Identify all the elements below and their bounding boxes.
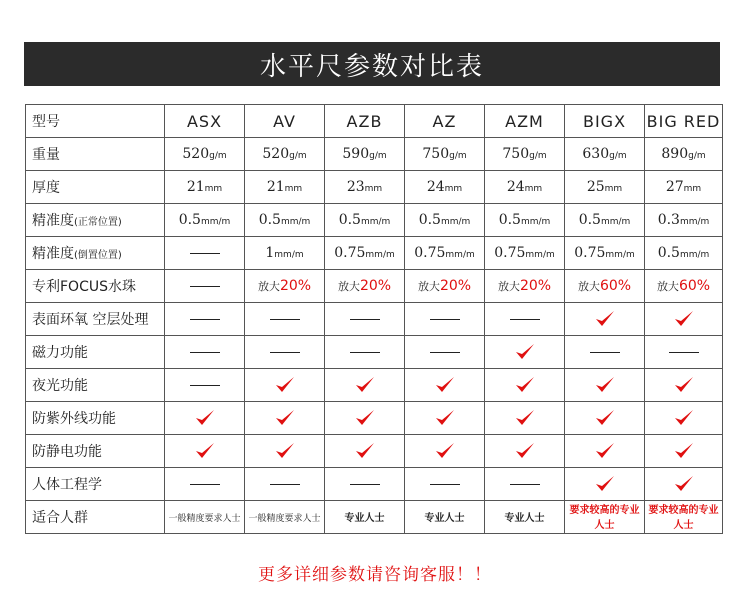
cell xyxy=(245,501,325,534)
cell xyxy=(645,237,723,270)
magnify-prefix: 放大 xyxy=(417,280,440,293)
unit: g/m xyxy=(688,151,706,161)
cell xyxy=(405,468,485,501)
dash-icon xyxy=(430,484,460,485)
cell xyxy=(405,435,485,468)
value: 27 xyxy=(665,179,684,195)
title-banner xyxy=(24,42,720,86)
magnify-value: 20% xyxy=(279,278,312,294)
dash-icon xyxy=(270,319,300,320)
cell xyxy=(485,336,565,369)
dash-icon xyxy=(270,352,300,353)
value: 21 xyxy=(186,179,205,195)
row-thickness xyxy=(26,171,723,204)
check-icon xyxy=(514,345,536,360)
unit: mm/m xyxy=(679,217,710,227)
cell xyxy=(245,138,325,171)
unit: mm xyxy=(284,184,303,194)
value: 890 xyxy=(661,146,689,162)
cell xyxy=(325,336,405,369)
row-label-text: 适合人群 xyxy=(32,510,88,526)
unit: g/m xyxy=(369,151,387,161)
value: 0.5 xyxy=(258,212,281,228)
cell xyxy=(485,204,565,237)
magnify-prefix: 放大 xyxy=(577,280,600,293)
row-label xyxy=(26,402,165,435)
row-label-text: 表面环氧 空层处理 xyxy=(32,312,149,328)
cell xyxy=(165,402,245,435)
cell xyxy=(325,501,405,534)
row-antistatic xyxy=(26,435,723,468)
audience-text: 一般精度要求人士 xyxy=(168,513,241,524)
unit: mm xyxy=(444,184,463,194)
row-label-text: 夜光功能 xyxy=(32,378,88,394)
check-icon xyxy=(434,378,456,393)
check-icon xyxy=(514,411,536,426)
unit: mm xyxy=(204,184,223,194)
cell xyxy=(165,369,245,402)
cell xyxy=(565,303,645,336)
check-icon xyxy=(673,411,695,426)
model-name: AZ xyxy=(405,105,485,138)
value: 1 xyxy=(265,245,275,261)
unit: g/m xyxy=(529,151,547,161)
cell xyxy=(565,468,645,501)
value: 24 xyxy=(506,179,525,195)
cell xyxy=(245,270,325,303)
unit: mm/m xyxy=(365,250,395,260)
magnify-value: 60% xyxy=(678,278,711,294)
dash-icon xyxy=(510,484,540,485)
model-name: ASX xyxy=(165,105,245,138)
value: 0.5 xyxy=(498,212,521,228)
row-label-text: 重量 xyxy=(32,147,60,163)
dash-icon xyxy=(510,319,540,320)
check-icon xyxy=(673,312,695,327)
unit: mm xyxy=(604,184,623,194)
row-uv xyxy=(26,402,723,435)
unit: mm/m xyxy=(679,250,710,260)
cell xyxy=(565,237,645,270)
cell xyxy=(165,303,245,336)
row-label xyxy=(26,270,165,303)
cell xyxy=(165,468,245,501)
model-name: AV xyxy=(245,105,325,138)
cell xyxy=(325,237,405,270)
cell xyxy=(405,369,485,402)
row-label xyxy=(26,204,165,237)
value: 21 xyxy=(266,179,285,195)
dash-icon xyxy=(350,352,380,353)
row-label-text: 防静电功能 xyxy=(32,444,102,460)
row-focus xyxy=(26,270,723,303)
dash-icon xyxy=(350,319,380,320)
dash-icon xyxy=(190,385,220,386)
row-accuracy_normal xyxy=(26,204,723,237)
check-icon xyxy=(354,411,376,426)
cell xyxy=(325,204,405,237)
row-label xyxy=(26,468,165,501)
row-label xyxy=(26,138,165,171)
model-name: BIGX xyxy=(565,105,645,138)
cell xyxy=(325,171,405,204)
cell xyxy=(325,402,405,435)
row-label-note: (倒置位置) xyxy=(74,250,122,261)
cell xyxy=(165,204,245,237)
dash-icon xyxy=(190,319,220,320)
check-icon xyxy=(594,378,616,393)
magnify-value: 60% xyxy=(599,278,632,294)
value: 0.5 xyxy=(657,245,680,261)
unit: mm/m xyxy=(274,250,304,260)
cell xyxy=(405,237,485,270)
cell xyxy=(165,501,245,534)
row-label-text: 厚度 xyxy=(32,180,60,196)
cell xyxy=(645,369,723,402)
comparison-table xyxy=(25,104,723,534)
cell xyxy=(565,171,645,204)
unit: mm/m xyxy=(445,250,475,260)
value: 0.5 xyxy=(418,212,441,228)
unit: mm xyxy=(524,184,543,194)
check-icon xyxy=(354,444,376,459)
cell xyxy=(645,303,723,336)
row-ergonomic xyxy=(26,468,723,501)
cell xyxy=(405,270,485,303)
cell xyxy=(325,435,405,468)
row-label xyxy=(26,501,165,534)
contact-note: 更多详细参数请咨询客服！！ xyxy=(258,565,492,585)
cell xyxy=(165,237,245,270)
cell xyxy=(165,435,245,468)
model-name: BIG RED xyxy=(645,105,723,138)
unit: mm/m xyxy=(525,250,555,260)
magnify-prefix: 放大 xyxy=(497,280,520,293)
dash-icon xyxy=(190,253,220,254)
value: 0.3 xyxy=(657,212,680,228)
dash-icon xyxy=(590,352,620,353)
check-icon xyxy=(274,411,296,426)
row-label-text: 精准度 xyxy=(32,246,74,262)
row-label-text: 人体工程学 xyxy=(32,477,102,493)
cell xyxy=(405,336,485,369)
cell xyxy=(485,138,565,171)
cell xyxy=(405,204,485,237)
value: 0.75 xyxy=(574,245,606,261)
check-icon xyxy=(594,444,616,459)
check-icon xyxy=(514,378,536,393)
cell xyxy=(485,171,565,204)
row-label-text: 专利FOCUS水珠 xyxy=(32,279,136,295)
unit: mm/m xyxy=(360,217,391,227)
cell xyxy=(565,336,645,369)
value: 750 xyxy=(422,146,450,162)
cell xyxy=(645,204,723,237)
dash-icon xyxy=(430,352,460,353)
model-name: AZB xyxy=(325,105,405,138)
check-icon xyxy=(673,378,695,393)
cell xyxy=(485,303,565,336)
value: 520 xyxy=(262,146,290,162)
unit: g/m xyxy=(449,151,467,161)
model-name: AZM xyxy=(485,105,565,138)
row-label-text: 精准度 xyxy=(32,213,74,229)
cell xyxy=(325,303,405,336)
unit: mm/m xyxy=(440,217,471,227)
cell xyxy=(485,435,565,468)
cell xyxy=(645,171,723,204)
header-label: 型号 xyxy=(26,105,165,138)
cell xyxy=(565,402,645,435)
row-weight xyxy=(26,138,723,171)
value: 520 xyxy=(182,146,210,162)
row-audience xyxy=(26,501,723,534)
cell xyxy=(245,402,325,435)
magnify-value: 20% xyxy=(439,278,472,294)
dash-icon xyxy=(270,484,300,485)
value: 630 xyxy=(582,146,610,162)
check-icon xyxy=(354,378,376,393)
magnify-prefix: 放大 xyxy=(257,280,280,293)
value: 25 xyxy=(586,179,605,195)
unit: g/m xyxy=(289,151,307,161)
unit: mm/m xyxy=(280,217,311,227)
cell xyxy=(645,501,723,534)
audience-text: 专业人士 xyxy=(344,513,385,524)
dash-icon xyxy=(350,484,380,485)
check-icon xyxy=(274,444,296,459)
dash-icon xyxy=(669,352,699,353)
cell xyxy=(565,369,645,402)
unit: g/m xyxy=(609,151,627,161)
magnify-prefix: 放大 xyxy=(656,280,679,293)
cell xyxy=(245,204,325,237)
value: 0.75 xyxy=(334,245,366,261)
cell xyxy=(325,270,405,303)
cell xyxy=(645,270,723,303)
audience-text: 专业人士 xyxy=(504,513,545,524)
magnify-prefix: 放大 xyxy=(337,280,360,293)
magnify-value: 20% xyxy=(519,278,552,294)
cell xyxy=(645,336,723,369)
row-label-note: (正常位置) xyxy=(74,217,122,228)
row-label-text: 磁力功能 xyxy=(32,345,88,361)
cell xyxy=(325,369,405,402)
unit: mm/m xyxy=(600,217,631,227)
check-icon xyxy=(594,312,616,327)
cell xyxy=(645,435,723,468)
dash-icon xyxy=(430,319,460,320)
check-icon xyxy=(434,444,456,459)
cell xyxy=(405,402,485,435)
row-label xyxy=(26,171,165,204)
value: 0.75 xyxy=(494,245,526,261)
cell xyxy=(645,402,723,435)
cell xyxy=(325,468,405,501)
cell xyxy=(485,270,565,303)
cell xyxy=(565,435,645,468)
cell xyxy=(165,171,245,204)
value: 0.75 xyxy=(414,245,446,261)
row-label xyxy=(26,303,165,336)
check-icon xyxy=(673,477,695,492)
cell xyxy=(565,501,645,534)
unit: mm xyxy=(683,184,702,194)
value: 0.5 xyxy=(178,212,201,228)
row-label xyxy=(26,369,165,402)
cell xyxy=(165,138,245,171)
row-magnetic xyxy=(26,336,723,369)
unit: mm/m xyxy=(520,217,551,227)
cell xyxy=(565,138,645,171)
check-icon xyxy=(274,378,296,393)
row-label xyxy=(26,237,165,270)
check-icon xyxy=(194,444,216,459)
cell xyxy=(565,270,645,303)
value: 24 xyxy=(426,179,445,195)
audience-text: 要求较高的专业人士 xyxy=(569,505,640,531)
cell xyxy=(325,138,405,171)
header-row xyxy=(26,105,723,138)
audience-text: 要求较高的专业人士 xyxy=(648,505,719,531)
cell xyxy=(405,171,485,204)
check-icon xyxy=(673,444,695,459)
cell xyxy=(565,204,645,237)
unit: mm/m xyxy=(200,217,231,227)
value: 750 xyxy=(502,146,530,162)
row-luminous xyxy=(26,369,723,402)
cell xyxy=(245,369,325,402)
cell xyxy=(405,303,485,336)
audience-text: 专业人士 xyxy=(424,513,465,524)
value: 23 xyxy=(346,179,365,195)
page-title: 水平尺参数对比表 xyxy=(259,51,484,82)
row-epoxy xyxy=(26,303,723,336)
cell xyxy=(245,303,325,336)
unit: g/m xyxy=(209,151,227,161)
dash-icon xyxy=(190,286,220,287)
check-icon xyxy=(594,477,616,492)
cell xyxy=(245,336,325,369)
cell xyxy=(245,237,325,270)
cell xyxy=(245,468,325,501)
cell xyxy=(165,270,245,303)
check-icon xyxy=(434,411,456,426)
cell xyxy=(645,138,723,171)
cell xyxy=(405,138,485,171)
cell xyxy=(245,171,325,204)
cell xyxy=(485,237,565,270)
row-label xyxy=(26,435,165,468)
value: 0.5 xyxy=(338,212,361,228)
cell xyxy=(165,336,245,369)
row-accuracy_inverted xyxy=(26,237,723,270)
unit: mm/m xyxy=(605,250,635,260)
row-label xyxy=(26,336,165,369)
cell xyxy=(245,435,325,468)
cell xyxy=(405,501,485,534)
check-icon xyxy=(594,411,616,426)
cell xyxy=(485,402,565,435)
audience-text: 一般精度要求人士 xyxy=(248,513,321,524)
check-icon xyxy=(194,411,216,426)
magnify-value: 20% xyxy=(359,278,392,294)
dash-icon xyxy=(190,484,220,485)
cell xyxy=(485,468,565,501)
row-label-text: 防紫外线功能 xyxy=(32,411,116,427)
cell xyxy=(645,468,723,501)
value: 590 xyxy=(342,146,370,162)
check-icon xyxy=(514,444,536,459)
cell xyxy=(485,501,565,534)
unit: mm xyxy=(364,184,383,194)
dash-icon xyxy=(190,352,220,353)
cell xyxy=(485,369,565,402)
value: 0.5 xyxy=(578,212,601,228)
